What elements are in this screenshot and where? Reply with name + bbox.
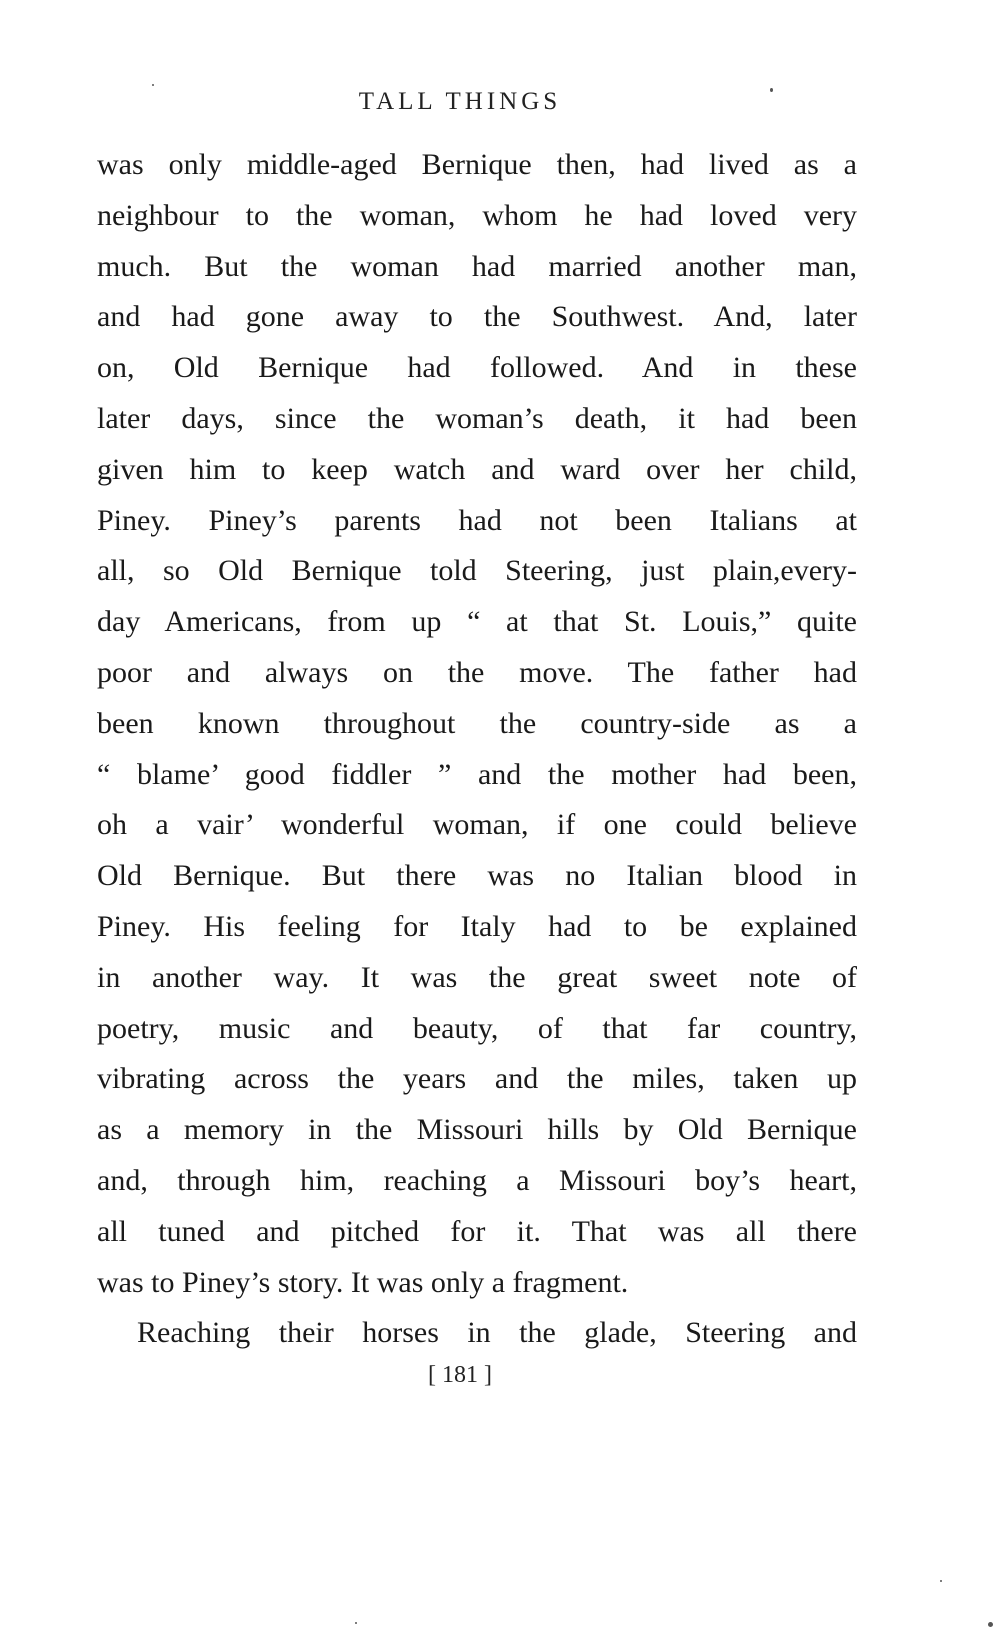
- text-line: and had gone away to the Southwest. And, later: [97, 300, 857, 334]
- text-line: Piney. Piney’s parents had not been Italians at: [97, 503, 857, 537]
- scan-speck: [152, 84, 154, 86]
- scan-speck: [988, 1622, 993, 1627]
- text-line: was to Piney’s story. It was only a fragment.: [97, 1265, 629, 1299]
- text-line: neighbour to the woman, whom he had loved very: [97, 198, 857, 232]
- text-line: all tuned and pitched for it. That was all there: [97, 1214, 857, 1248]
- text-line: was only middle-aged Bernique then, had lived as a: [97, 148, 857, 181]
- text-line: “ blame’ good fiddler ” and the mother had been,: [97, 757, 857, 791]
- text-line: poetry, music and beauty, of that far country,: [97, 1011, 857, 1045]
- paragraph-1: [97, 140, 857, 1308]
- page-number: [ 181 ]: [428, 1362, 492, 1388]
- text-line: and, through him, reaching a Missouri boy’s heart,: [97, 1163, 857, 1197]
- text-line: on, Old Bernique had followed. And in these: [97, 351, 857, 385]
- text-line: much. But the woman had married another man,: [97, 249, 857, 283]
- text-line: given him to keep watch and ward over her child,: [97, 452, 857, 486]
- scan-speck: [770, 88, 773, 92]
- running-head: TALL THINGS: [358, 88, 562, 115]
- text-line: day Americans, from up “ at that St. Louis,” quite: [97, 605, 857, 639]
- text-line: vibrating across the years and the miles, taken up: [97, 1062, 857, 1096]
- text-line: all, so Old Bernique told Steering, just plain,every-: [97, 554, 857, 588]
- body-text: [97, 140, 857, 1359]
- text-line: Old Bernique. But there was no Italian blood in: [97, 859, 857, 893]
- text-line: Reaching their horses in the glade, Steering and: [137, 1316, 857, 1350]
- text-line: Piney. His feeling for Italy had to be explained: [97, 909, 857, 943]
- text-line: as a memory in the Missouri hills by Old Bernique: [97, 1113, 857, 1147]
- text-line: poor and always on the move. The father had: [97, 655, 857, 689]
- text-line: in another way. It was the great sweet note of: [97, 960, 857, 994]
- paragraph-2: [97, 1308, 857, 1359]
- text-line: been known throughout the country-side as a: [97, 706, 857, 740]
- text-line: later days, since the woman’s death, it had been: [97, 401, 857, 435]
- scan-speck: [940, 1580, 942, 1582]
- text-line: oh a vair’ wonderful woman, if one could believe: [97, 808, 857, 842]
- scan-speck: [355, 1622, 357, 1624]
